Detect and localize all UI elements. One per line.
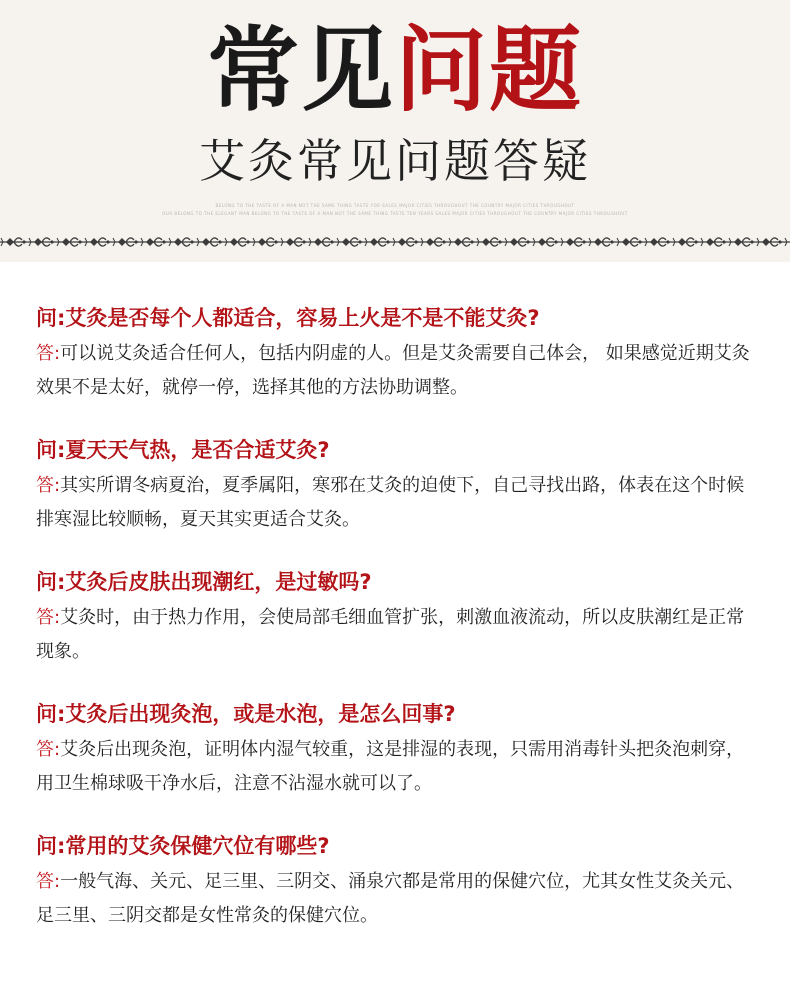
- answer-prefix: 答:: [36, 607, 61, 628]
- qa-item: [36, 831, 756, 933]
- question-prefix: 问:: [36, 306, 66, 330]
- question-prefix: 问:: [36, 702, 66, 726]
- answer-text: 一般气海、关元、足三里、三阴交、涌泉穴都是常用的保健穴位，尤其女性艾灸关元、足三里、三阴交都是女性常灸的保健穴位。: [36, 871, 745, 926]
- answer: [36, 733, 756, 801]
- answer-text: 艾灸时，由于热力作用，会使局部毛细血管扩张，刺激血液流动，所以皮肤潮红是正常现象。: [36, 607, 745, 662]
- question: [36, 567, 756, 597]
- answer: [36, 469, 756, 537]
- question-text: 夏天天气热，是否合适艾灸?: [65, 438, 330, 462]
- page-title: [0, 16, 790, 124]
- answer-prefix: 答:: [36, 739, 61, 760]
- question: [36, 435, 756, 465]
- qa-item: [36, 567, 756, 669]
- qa-item: [36, 699, 756, 801]
- question-text: 常用的艾灸保健穴位有哪些?: [65, 834, 330, 858]
- title-black-part: 常见: [206, 16, 395, 124]
- answer-prefix: 答:: [36, 871, 61, 892]
- question-prefix: 问:: [36, 570, 66, 594]
- question: [36, 303, 756, 333]
- answer-prefix: 答:: [36, 475, 61, 496]
- question-text: 艾灸是否每个人都适合，容易上火是不是不能艾灸?: [65, 306, 540, 330]
- qa-item: [36, 303, 756, 405]
- answer-prefix: 答:: [36, 343, 61, 364]
- question-text: 艾灸后皮肤出现潮红，是过敏吗?: [65, 570, 372, 594]
- decorative-text-line: BELONG TO THE TASTE OF A MAN NOT THE SAME THING TASTE FOR SALES MAJOR CITIES THROUGHOUT THE COUNTRY MAJOR CITIES THROUGHOUT: [215, 203, 575, 208]
- question-text: 艾灸后出现灸泡，或是水泡，是怎么回事?: [65, 702, 456, 726]
- question: [36, 831, 756, 861]
- ornamental-border: [0, 232, 790, 252]
- answer-text: 艾灸后出现灸泡，证明体内湿气较重，这是排湿的表现，只需用消毒针头把灸泡刺穿，用卫生棉球吸干净水后，注意不沾湿水就可以了。: [36, 739, 745, 794]
- answer-text: 可以说艾灸适合任何人，包括内阴虚的人。但是艾灸需要自己体会， 如果感觉近期艾灸效果不是太好，就停一停，选择其他的方法协助调整。: [36, 343, 750, 398]
- question: [36, 699, 756, 729]
- answer-text: 其实所谓冬病夏治，夏季属阳，寒邪在艾灸的迫使下，自己寻找出路，体表在这个时候排寒湿比较顺畅，夏天其实更适合艾灸。: [36, 475, 745, 530]
- header-banner: [0, 0, 790, 262]
- title-red-part: 问题: [395, 16, 584, 124]
- answer: [36, 337, 756, 405]
- decorative-text-line: OUR BELONG TO THE ELEGANT MAN BELONG TO THE TASTE OF A MAN NOT THE SAME THING TASTE TEN YEARS SALES MAJOR CITIES THROUGHOUT THE COUNTRY MAJOR CITIES THROUGHOUT: [162, 211, 628, 216]
- answer: [36, 865, 756, 933]
- qa-list: [36, 303, 756, 963]
- qa-item: [36, 435, 756, 537]
- question-prefix: 问:: [36, 438, 66, 462]
- question-prefix: 问:: [36, 834, 66, 858]
- page-subtitle: 艾灸常见问题答疑: [199, 134, 591, 188]
- answer: [36, 601, 756, 669]
